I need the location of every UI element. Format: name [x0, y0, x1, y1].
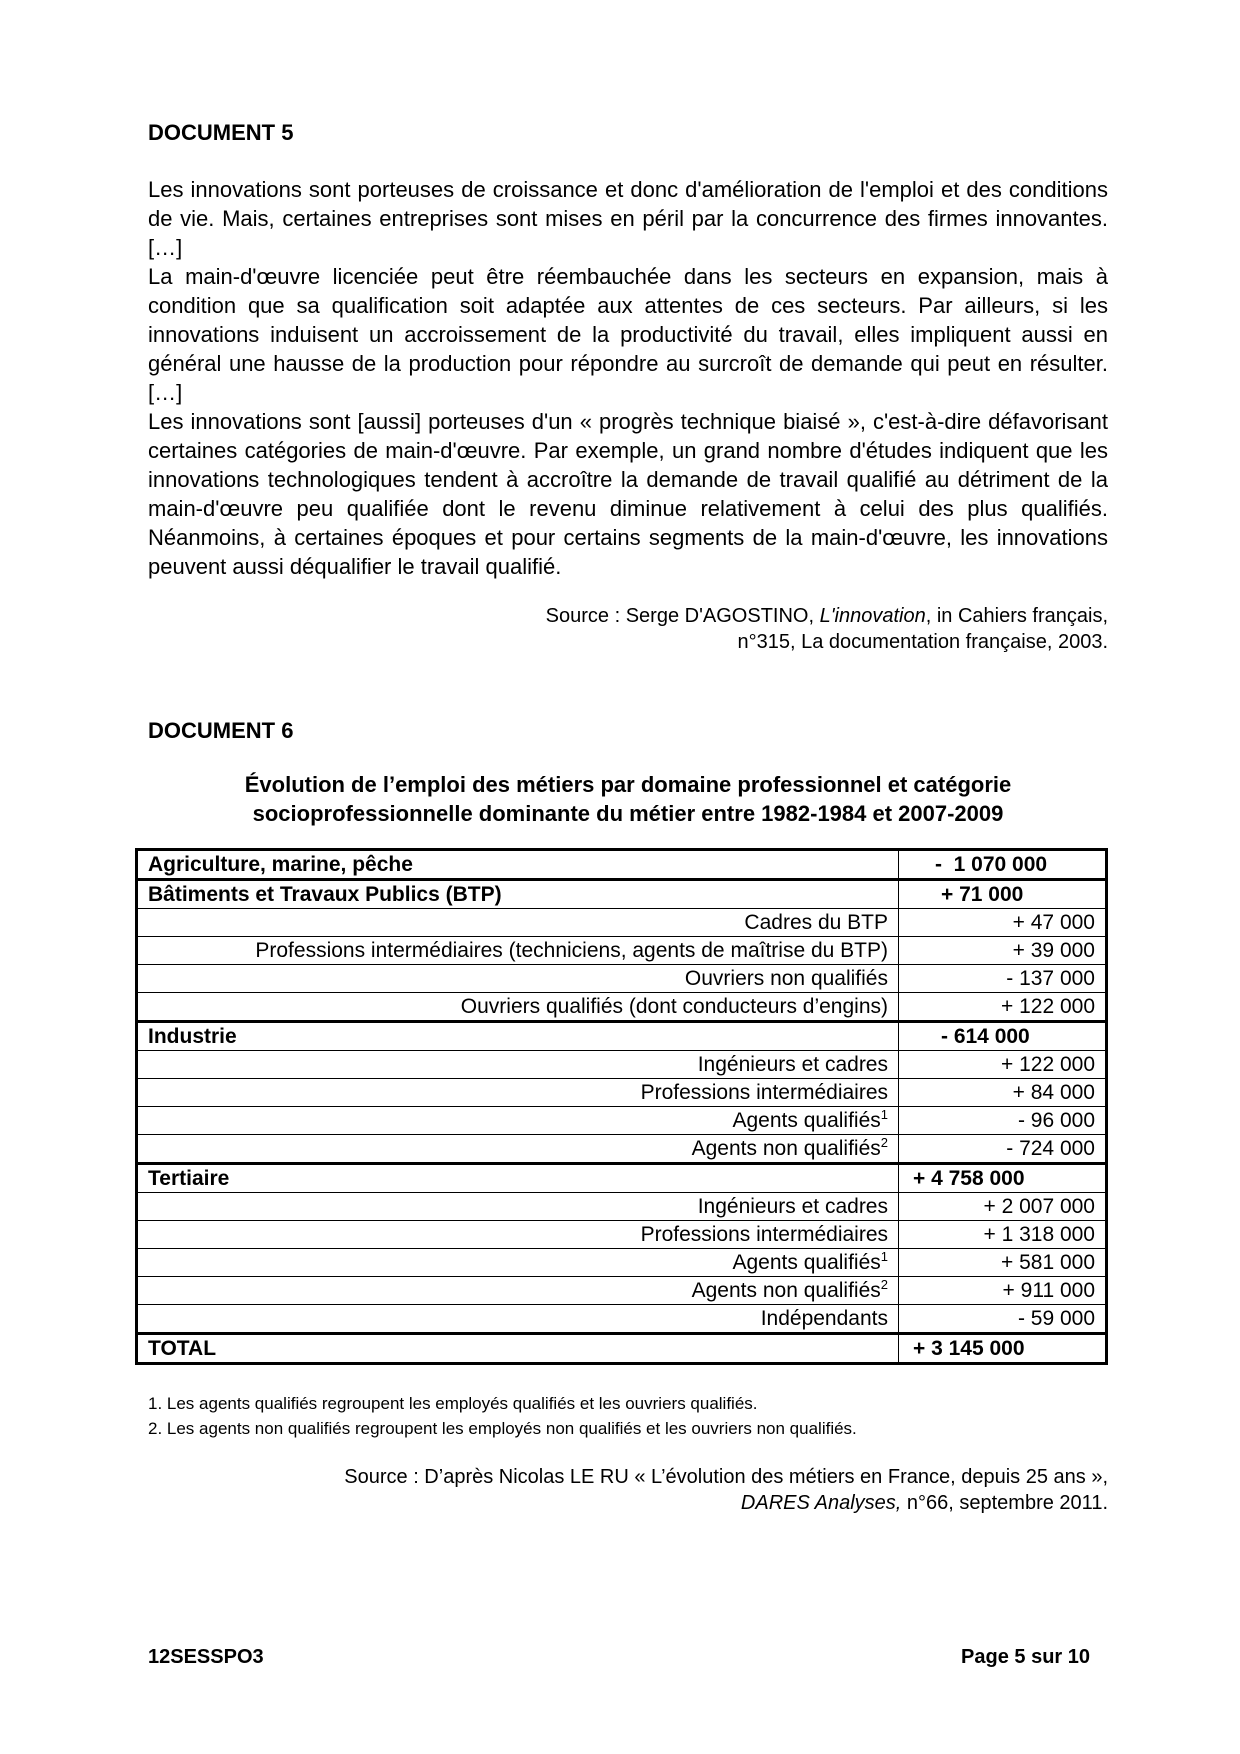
row-label: Ingénieurs et cadres [137, 1051, 899, 1079]
row-value: + 581 000 [899, 1249, 1107, 1277]
row-label-cell [137, 1249, 899, 1277]
doc5-paragraph-2: La main-d'œuvre licenciée peut être réembauchée dans les secteurs en expansion, mais à condition que sa qualification soit adaptée aux attentes de ces secteurs. Par ailleurs, si les innovations induisent un accroissement de la productivité du travail, elles impliquent aussi en général une hausse de la production pour répondre au surcroît de demande qui peut en résulter. […] [148, 264, 1108, 405]
table-row [137, 1221, 1107, 1249]
row-value: - 614 000 [899, 1022, 1107, 1051]
row-label: Ouvriers non qualifiés [137, 965, 899, 993]
doc5-paragraph-1: Les innovations sont porteuses de croissance et donc d'amélioration de l'emploi et des conditions de vie. Mais, certaines entreprises sont mises en péril par la concurrence des firmes innovantes. […] [148, 177, 1108, 260]
row-label: Cadres du BTP [137, 909, 899, 937]
footnote-marker: 2 [880, 1134, 888, 1150]
table-row [137, 1135, 1107, 1164]
row-label: Ingénieurs et cadres [137, 1193, 899, 1221]
row-label: Industrie [137, 1022, 899, 1051]
row-label: Agents qualifiés [732, 1250, 881, 1274]
row-label: Professions intermédiaires (techniciens, agents de maîtrise du BTP) [137, 937, 899, 965]
footer-page-number: Page 5 sur 10 [961, 1646, 1090, 1668]
table-row [137, 1107, 1107, 1135]
row-value: + 1 318 000 [899, 1221, 1107, 1249]
row-value: + 71 000 [899, 880, 1107, 909]
row-label-cell [137, 1135, 899, 1164]
doc5-source-title: L'innovation [819, 605, 926, 627]
table-row [137, 850, 1107, 880]
row-label: TOTAL [137, 1334, 899, 1364]
doc5-source-line1 [546, 603, 1108, 629]
footnote-marker: 2 [880, 1276, 888, 1292]
row-value: + 39 000 [899, 937, 1107, 965]
row-value: - 724 000 [899, 1135, 1107, 1164]
row-label: Indépendants [137, 1305, 899, 1334]
doc5-body [148, 175, 1108, 581]
row-value: + 911 000 [899, 1277, 1107, 1305]
table-row [137, 1193, 1107, 1221]
row-label: Agents non qualifiés [691, 1136, 881, 1160]
row-label: Ouvriers qualifiés (dont conducteurs d’engins) [137, 993, 899, 1022]
footnote-1: 1. Les agents qualifiés regroupent les employés qualifiés et les ouvriers qualifiés. [148, 1394, 758, 1413]
row-label-cell [137, 1277, 899, 1305]
table-row [137, 1051, 1107, 1079]
row-value: - 59 000 [899, 1305, 1107, 1334]
doc6-title-line1: Évolution de l’emploi des métiers par domaine professionnel et catégorie [244, 772, 1012, 797]
footnotes [148, 1391, 857, 1441]
table-row [137, 1164, 1107, 1193]
table-row [137, 937, 1107, 965]
row-label: Agents qualifiés [732, 1108, 881, 1132]
employment-table [135, 848, 1108, 1365]
doc6-title [148, 770, 1108, 828]
table-row [137, 1079, 1107, 1107]
row-value: + 3 145 000 [899, 1334, 1107, 1364]
row-value: - 96 000 [899, 1107, 1107, 1135]
footer-code: 12SESSPO3 [148, 1646, 264, 1668]
row-label: Tertiaire [137, 1164, 899, 1193]
row-value: + 2 007 000 [899, 1193, 1107, 1221]
row-label: Bâtiments et Travaux Publics (BTP) [137, 880, 899, 909]
doc6-source-line2 [344, 1490, 1108, 1516]
row-label: Agriculture, marine, pêche [137, 850, 899, 880]
row-value: - 137 000 [899, 965, 1107, 993]
row-value: + 4 758 000 [899, 1164, 1107, 1193]
doc5-source-suffix: , in Cahiers français, [925, 605, 1108, 627]
footnote-2: 2. Les agents non qualifiés regroupent les employés non qualifiés et les ouvriers non qualifiés. [148, 1419, 857, 1438]
table-row [137, 880, 1107, 909]
table-row [137, 1305, 1107, 1334]
doc5-paragraph-3: Les innovations sont [aussi] porteuses d'un « progrès technique biaisé », c'est-à-dire défavorisant certaines catégories de main-d'œuvre. Par exemple, un grand nombre d'études indiquent que les innovations technologiques tendent à accroître la demande de travail qualifié au détriment de la main-d'œuvre peu qualifiée dont le revenu diminue relativement à celui des plus qualifiés. Néanmoins, à certaines époques et pour certains segments de la main-d'œuvre, les innovations peuvent aussi déqualifier le travail qualifié. [148, 409, 1108, 579]
doc5-source-prefix: Source : Serge D'AGOSTINO, [545, 605, 820, 627]
row-value: + 122 000 [899, 993, 1107, 1022]
row-label: Agents non qualifiés [691, 1278, 881, 1302]
row-label: Professions intermédiaires [137, 1079, 899, 1107]
row-value: + 47 000 [899, 909, 1107, 937]
doc5-source-line2: n°315, La documentation française, 2003. [737, 631, 1108, 653]
table-row [137, 965, 1107, 993]
table-row [137, 1249, 1107, 1277]
row-label: Professions intermédiaires [137, 1221, 899, 1249]
table-row [137, 1277, 1107, 1305]
doc6-source-publication: DARES Analyses, [740, 1492, 902, 1514]
doc6-title-line2: socioprofessionnelle dominante du métier entre 1982-1984 et 2007-2009 [252, 801, 1004, 826]
doc5-source [546, 603, 1108, 655]
footnote-marker: 1 [880, 1248, 888, 1264]
doc6-heading: DOCUMENT 6 [148, 718, 294, 743]
row-value: - 1 070 000 [899, 850, 1107, 880]
table-row [137, 993, 1107, 1022]
doc6-source-line1: Source : D’après Nicolas LE RU « L’évolution des métiers en France, depuis 25 ans », [344, 1466, 1108, 1488]
doc5-heading: DOCUMENT 5 [148, 120, 294, 145]
row-label-cell [137, 1107, 899, 1135]
table-row [137, 1022, 1107, 1051]
footnote-marker: 1 [880, 1106, 888, 1122]
row-value: + 122 000 [899, 1051, 1107, 1079]
row-value: + 84 000 [899, 1079, 1107, 1107]
table-row-total [137, 1334, 1107, 1364]
table-row [137, 909, 1107, 937]
doc6-source [344, 1464, 1108, 1516]
doc6-source-rest: n°66, septembre 2011. [901, 1492, 1108, 1514]
